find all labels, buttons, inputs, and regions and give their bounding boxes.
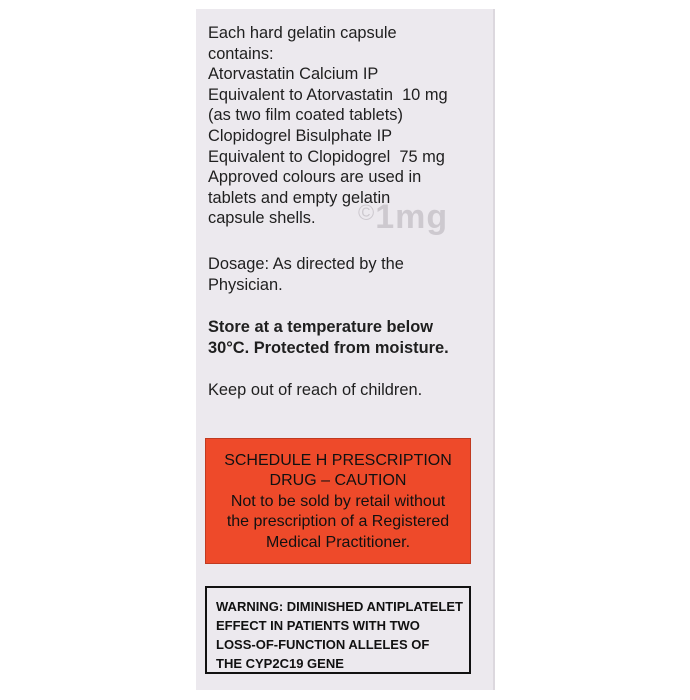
warning-line: LOSS-OF-FUNCTION ALLELES OF xyxy=(216,637,430,652)
schedule-line: DRUG – CAUTION xyxy=(269,472,407,490)
dosage-line: Dosage: As directed by the xyxy=(208,255,404,273)
composition-line: Atorvastatin Calcium IP xyxy=(208,65,379,84)
composition-line: Equivalent to Clopidogrel 75 mg xyxy=(208,147,445,166)
schedule-line: Not to be sold by retail without xyxy=(230,492,446,510)
composition-line: (as two film coated tablets) xyxy=(208,106,403,125)
dosage-line: Physician. xyxy=(208,275,283,294)
dosage-text xyxy=(208,254,493,295)
warning-line: WARNING: DIMINISHED ANTIPLATELET xyxy=(216,599,463,614)
composition-line: Clopidogrel Bisulphate IP xyxy=(208,126,393,145)
schedule-line: the prescription of a Registered xyxy=(226,513,450,531)
storage-instructions xyxy=(208,317,493,358)
composition-text xyxy=(208,23,493,229)
schedule-line: Medical Practitioner. xyxy=(265,533,411,551)
storage-line: 30°C. Protected from moisture. xyxy=(208,338,449,357)
composition-line: Equivalent to Atorvastatin 10 mg xyxy=(208,85,448,104)
copyright-symbol: © xyxy=(358,200,376,225)
composition-line: capsule shells. xyxy=(208,209,316,228)
watermark-text: 1mg xyxy=(375,198,449,236)
composition-line: contains: xyxy=(208,44,274,63)
warning-line: THE CYP2C19 GENE xyxy=(216,656,344,671)
children-warning: Keep out of reach of children. xyxy=(208,381,423,399)
antiplatelet-warning-box xyxy=(205,586,471,674)
composition-line: Approved colours are used in xyxy=(208,168,422,187)
schedule-h-caution-box xyxy=(205,438,471,564)
composition-line: tablets and empty gelatin xyxy=(208,188,391,207)
schedule-line: SCHEDULE H PRESCRIPTION xyxy=(224,452,452,469)
warning-line: EFFECT IN PATIENTS WITH TWO xyxy=(216,618,420,633)
brand-watermark xyxy=(358,198,448,237)
composition-line: Each hard gelatin capsule xyxy=(208,24,397,42)
storage-line: Store at a temperature below xyxy=(208,318,433,336)
